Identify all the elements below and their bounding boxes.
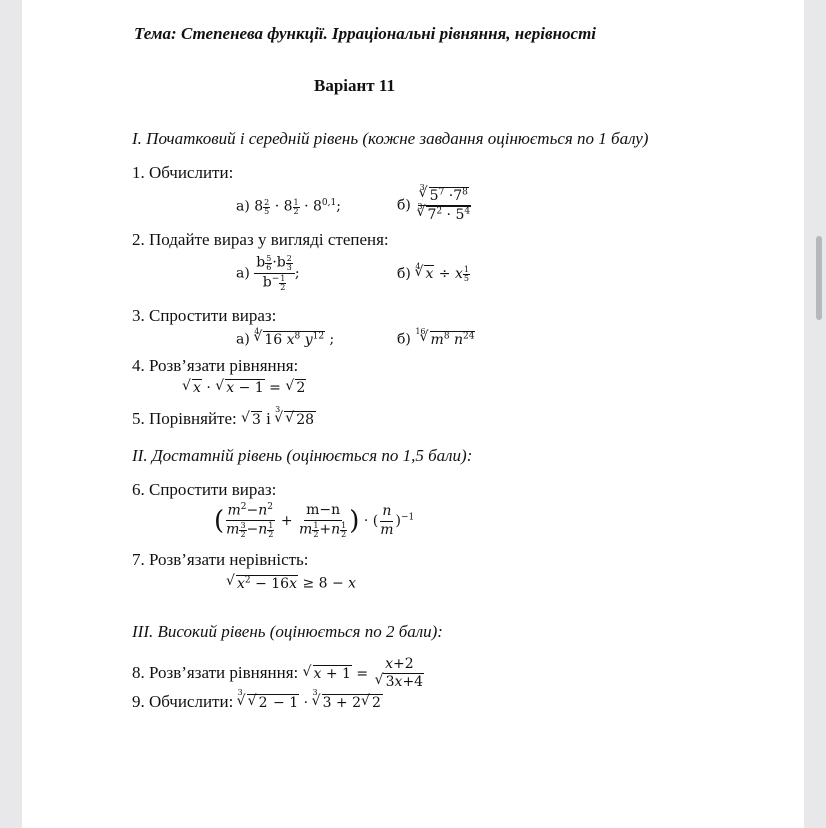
task-6-expression: ( $m^2-n^2$ m $\frac{3}{2}$ −n $\frac{1}{2}$ + m−n m $\frac{1}{2}$ +n $\frac{1}{2}$ ) · ( $\frac{n}{m}$ )$^{-1}$ — [214, 502, 415, 540]
task-9-label: 9. Обчислити: — [132, 692, 234, 711]
task-8-label: 8. Розв’язати рівняння: — [132, 662, 299, 682]
section-1-title: І. Початковий і середній рівень (кожне завдання оцінюється по 1 балу) — [132, 129, 649, 148]
task-5-label: 5. Порівняйте: — [132, 409, 237, 428]
label-a: а) — [236, 198, 250, 215]
task-3a-expression: а) $^4$√ 16 $x^8$ $y^{12}$ ; — [236, 331, 334, 348]
label-b: б) — [397, 197, 411, 214]
task-1a-expression: а) 8 $\frac{2}{5}$ · 8 $\frac{1}{2}$ · $8^{0,1}$; — [236, 198, 341, 216]
label-b: б) — [397, 266, 411, 282]
topic-heading: Тема: Степенева функції. Ірраціональні рівняння, нерівності — [134, 24, 597, 43]
document-page — [22, 0, 804, 828]
task-6-label: 6. Спростити вираз: — [132, 480, 277, 499]
task-8-row: 8. Розв’язати рівняння: √ x + 1 = x+2 √ 3x+4 — [132, 657, 426, 691]
task-2-label: 2. Подайте вираз у вигляді степеня: — [132, 230, 389, 249]
section-3-title: ІІІ. Високий рівень (оцінюється по 2 бали): — [132, 622, 443, 641]
task-2a-expression: а) b $\frac{5}{6}$ ·b $\frac{2}{3}$ b− $\frac{1}{2}$ ; — [236, 254, 300, 292]
scrollbar-thumb[interactable] — [816, 236, 822, 320]
label-a: а) — [236, 331, 250, 348]
task-2b-expression: б) $^4$√ x ÷ x $\frac{1}{5}$ — [397, 266, 470, 283]
variant-heading: Варіант 11 — [314, 76, 395, 95]
label-a: а) — [236, 265, 250, 282]
task-3-label: 3. Спростити вираз: — [132, 306, 277, 325]
label-b: б) — [397, 331, 411, 348]
task-7-inequality: √ $x^2 - 16x \ge 8 - x$ — [226, 575, 356, 592]
task-1b-expression: б) $\frac{^3√ 5^7 \cdot 7^8}{^3√ 7^2 \cdot 5^4}$ — [397, 188, 473, 223]
task-4-label: 4. Розв’язати рівняння: — [132, 356, 299, 375]
section-2-title: ІІ. Достатній рівень (оцінюється по 1,5 бали): — [132, 446, 473, 465]
task-1-label: 1. Обчислити: — [132, 163, 234, 182]
task-5-row: 5. Порівняйте: √ 3 і $^3$√ √ 28 — [132, 409, 316, 429]
task-3b-expression: б) $^{16}$√ $m^8$ $n^{24}$ — [397, 331, 475, 348]
task-7-label: 7. Розв’язати нерівність: — [132, 550, 309, 569]
task-9-row: 9. Обчислити: $^3$√ √ 2 − 1 · $^3$√ 3 + 2√ 2 — [132, 692, 383, 712]
task-4-equation: √ x · √ x − 1 = √ 2 — [182, 380, 306, 396]
task-5-and: і — [266, 409, 271, 428]
